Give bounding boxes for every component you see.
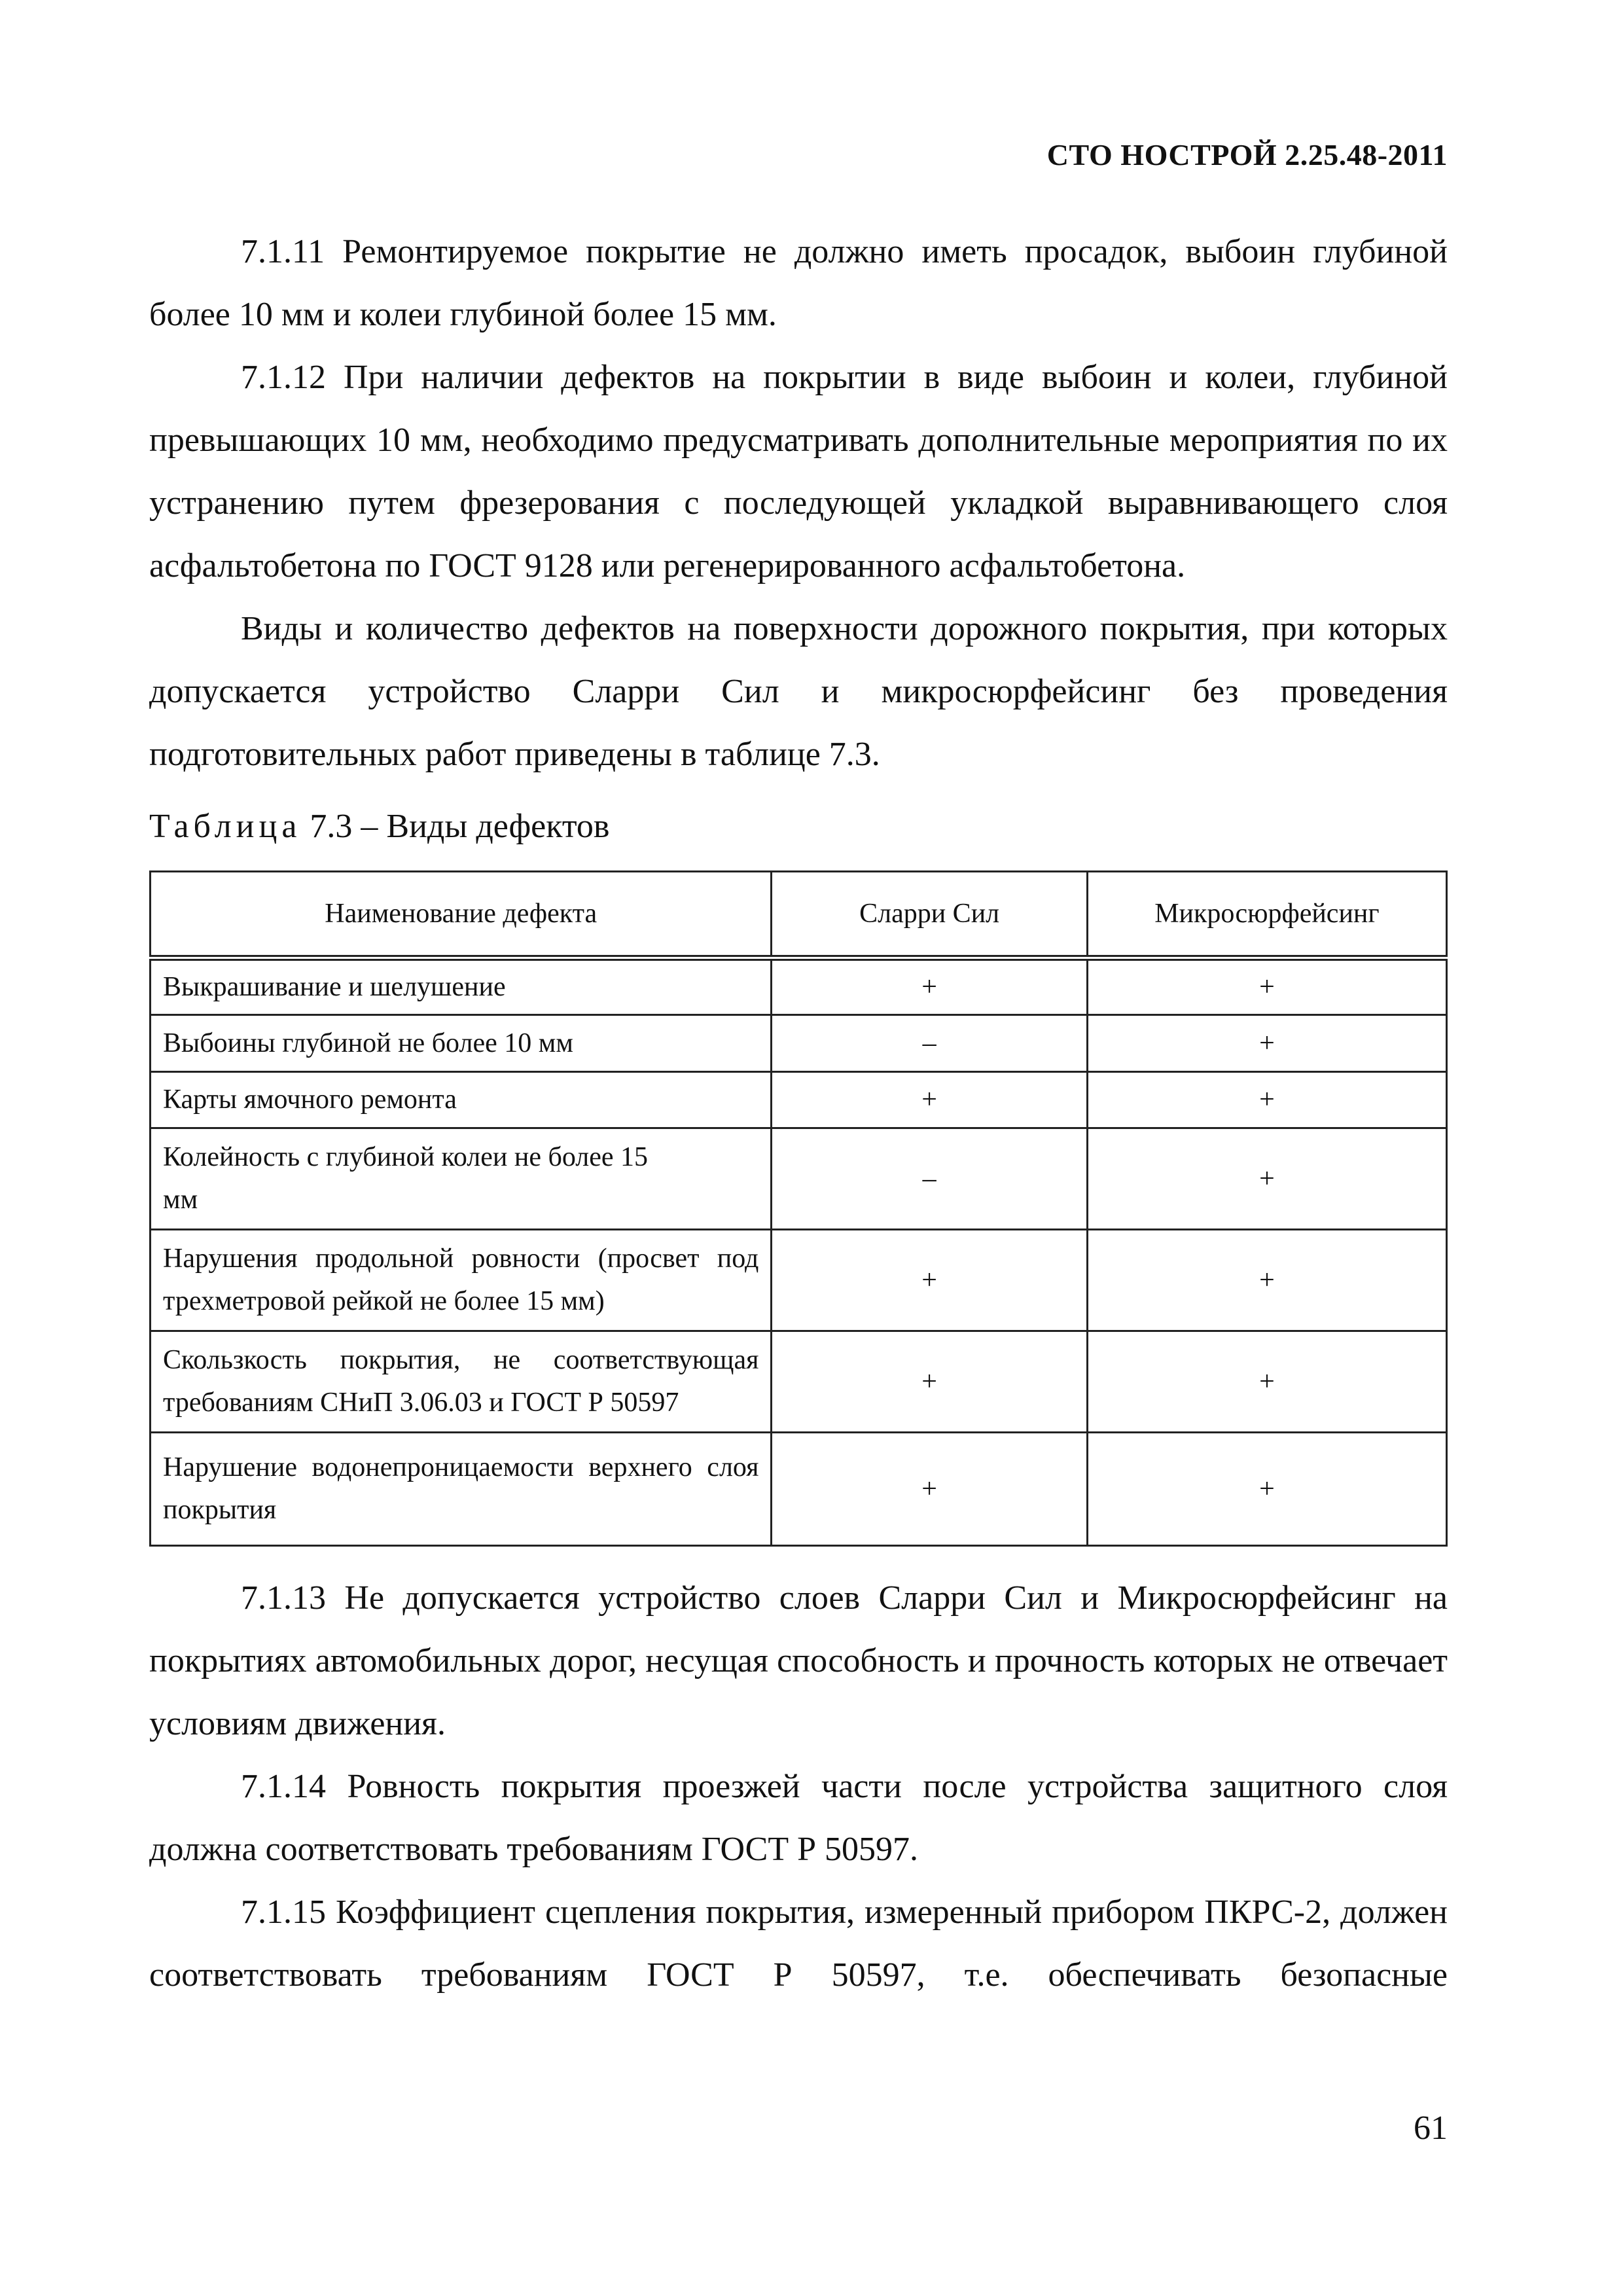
micro-mark-cell: + — [1087, 958, 1446, 1015]
paragraph-7-1-11: 7.1.11 Ремонтируемое покрытие не должно иметь просадок, выбоин глубиной более 10 мм и колеи глубиной более 15 мм. — [149, 233, 1448, 333]
body-text-bottom — [149, 1567, 1448, 2007]
paragraph-defects-intro: Виды и количество дефектов на поверхности дорожного покрытия, при которых допускается устройство Сларри Сил и микросюрфейсинг без проведения подготовительных работ приведены в таблице 7.3. — [149, 610, 1448, 773]
micro-mark-cell: + — [1087, 1331, 1446, 1433]
defect-name-text: Колейность с глубиной колеи не более 15 мм — [163, 1142, 649, 1215]
table-caption — [149, 807, 609, 846]
table-row — [151, 1072, 1447, 1128]
micro-mark-cell: + — [1087, 1230, 1446, 1331]
table-caption-label: Таблица — [149, 808, 302, 845]
paragraph-7-1-12: 7.1.12 При наличии дефектов на покрытии в виде выбоин и колеи, глубиной превышающих 10 мм, необходимо предусматривать дополнительные мероприятия по их устранению путем фрезерования с последующей укладкой выравнивающего слоя асфальтобетона по ГОСТ 9128 или регенерированного асфальтобетона. — [149, 359, 1448, 584]
micro-mark-cell: + — [1087, 1433, 1446, 1546]
micro-mark-cell: + — [1087, 1072, 1446, 1128]
defect-name-cell: Выбоины глубиной не более 10 мм — [151, 1015, 772, 1072]
header-microsurfacing: Микросюрфейсинг — [1087, 872, 1446, 958]
table-row — [151, 958, 1447, 1015]
table-row — [151, 1230, 1447, 1331]
defect-name-cell: Выкрашивание и шелушение — [151, 958, 772, 1015]
header-defect-name: Наименование дефекта — [151, 872, 772, 958]
slurry-mark-cell: – — [772, 1015, 1087, 1072]
micro-mark-cell: + — [1087, 1128, 1446, 1230]
defect-name-cell — [151, 1128, 772, 1230]
defect-name-cell: Нарушения продольной ровности (просвет под трехметровой рейкой не более 15 мм) — [151, 1230, 772, 1331]
table-caption-title: 7.3 – Виды дефектов — [301, 808, 610, 845]
page-number: 61 — [1414, 2109, 1448, 2147]
paragraph-7-1-14: 7.1.14 Ровность покрытия проезжей части после устройства защитного слоя должна соответствовать требованиям ГОСТ Р 50597. — [149, 1768, 1448, 1868]
table-header-row — [151, 872, 1447, 958]
slurry-mark-cell: + — [772, 1433, 1087, 1546]
slurry-mark-cell: + — [772, 1230, 1087, 1331]
defects-table — [149, 870, 1448, 1547]
defect-name-cell: Нарушение водонепроницаемости верхнего слоя покрытия — [151, 1433, 772, 1546]
paragraph-7-1-15: 7.1.15 Коэффициент сцепления покрытия, измеренный прибором ПКРС-2, должен соответствовать требованиям ГОСТ Р 50597, т.е. обеспечивать безопасные — [149, 1893, 1448, 1994]
paragraph-7-1-13: 7.1.13 Не допускается устройство слоев Сларри Сил и Микросюрфейсинг на покрытиях автомобильных дорог, несущая способность и прочность которых не отвечает условиям движения. — [149, 1579, 1448, 1742]
micro-mark-cell: + — [1087, 1015, 1446, 1072]
slurry-mark-cell: + — [772, 1072, 1087, 1128]
slurry-mark-cell: + — [772, 958, 1087, 1015]
slurry-mark-cell: – — [772, 1128, 1087, 1230]
header-slurry-seal: Сларри Сил — [772, 872, 1087, 958]
slurry-mark-cell: + — [772, 1331, 1087, 1433]
table-row — [151, 1015, 1447, 1072]
defect-name-cell: Карты ямочного ремонта — [151, 1072, 772, 1128]
table-row — [151, 1128, 1447, 1230]
table-row — [151, 1331, 1447, 1433]
document-code-header: СТО НОСТРОЙ 2.25.48-2011 — [1046, 138, 1448, 171]
body-text-top — [149, 221, 1448, 786]
defect-name-cell: Скользкость покрытия, не соответствующая требованиям СНиП 3.06.03 и ГОСТ Р 50597 — [151, 1331, 772, 1433]
table-row — [151, 1433, 1447, 1546]
